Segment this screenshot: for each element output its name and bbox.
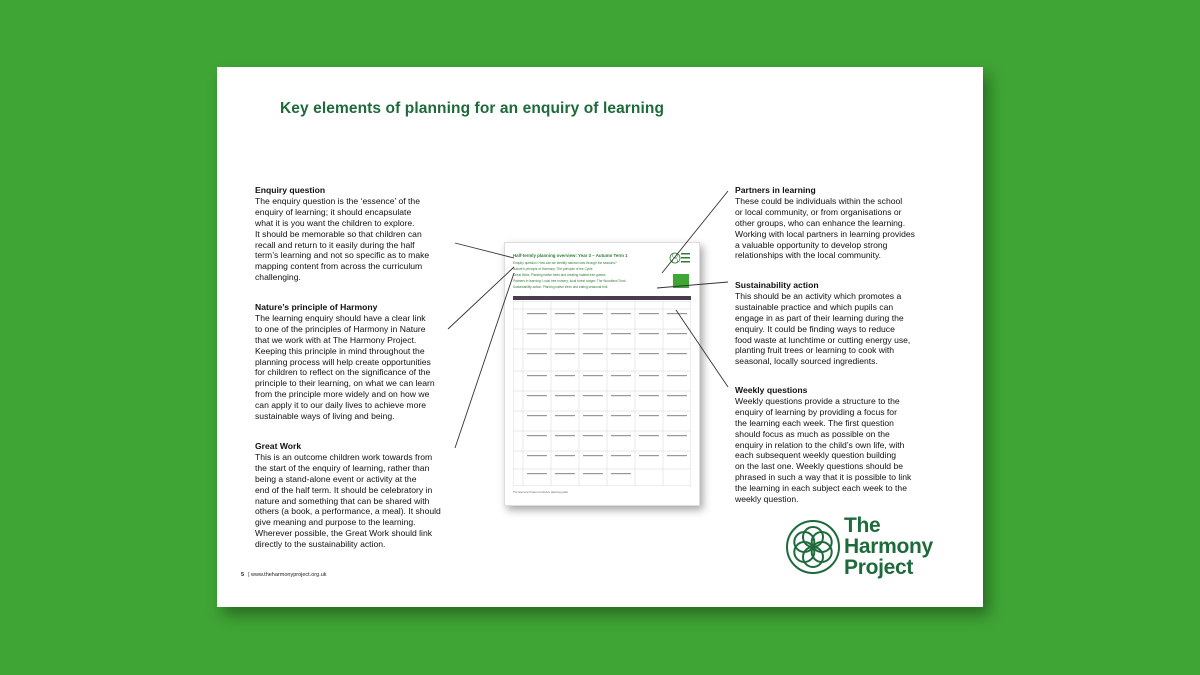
text-line: that we work with at The Harmony Project. <box>255 334 417 345</box>
text-line: or local community, or from organisations or <box>735 206 902 217</box>
text-line: a valuable opportunity to develop strong <box>735 239 888 250</box>
text-line: challenging. <box>255 272 301 283</box>
document-page <box>217 67 983 607</box>
text-line: food waste at lunchtime or cutting energy use, <box>735 334 911 345</box>
thumbnail-line: Nature's principle of Harmony: The principle of the Cycle <box>513 267 593 271</box>
text-line: the learning in each subject each week to the <box>735 483 907 494</box>
text-line: directly to the sustainability action. <box>255 539 386 550</box>
nature-principle-block <box>255 302 470 422</box>
text-line: can apply it to our daily lives to achieve more <box>255 400 427 411</box>
text-line: nature and something that can be shared with <box>255 495 430 506</box>
thumbnail-badge <box>673 274 689 288</box>
text-line: engage in as part of their learning during the <box>735 312 904 323</box>
text-line: the learning each week. The first question <box>735 417 894 428</box>
text-line: planning process will help create opportunities <box>255 356 431 367</box>
thumbnail-line: Partners in learning: Local tree nursery; local forest ranger; The Woodland Trust <box>513 279 626 283</box>
text-line: The learning enquiry should have a clear link <box>255 312 426 323</box>
text-line: from the principle more widely and on how we <box>255 389 430 400</box>
enquiry-question-block <box>255 185 470 283</box>
text-line: mapping content from across the curriculum <box>255 261 423 272</box>
text-line: recall and return to it easily during the half <box>255 239 415 250</box>
text-line: Working with local partners in learning provides <box>735 228 915 239</box>
text-line: sustainable ways of living and being. <box>255 411 395 422</box>
enquiry-question-heading: Enquiry question <box>255 185 326 195</box>
text-line: other groups, who can enhance the learning. <box>735 217 906 228</box>
text-line: others (a book, a performance, a meal). It should <box>255 506 441 517</box>
harmony-project-logo <box>785 515 955 583</box>
great-work-block <box>255 441 470 550</box>
text-line: sustainable practice and which pupils can <box>735 301 894 312</box>
text-line: enquiry of learning; it should encapsulate <box>255 206 412 217</box>
sustainability-block <box>735 280 955 367</box>
logo-line: The <box>844 514 881 537</box>
thumbnail-header-bar <box>513 296 691 300</box>
thumbnail-title: Half-termly planning overview: Year 3 – Autumn Term 1 <box>513 253 628 258</box>
page-number: 5 <box>241 572 245 578</box>
text-line: enquiry. It could be finding ways to reduce <box>735 323 895 334</box>
text-line: seasonal, locally sourced ingredients. <box>735 356 878 367</box>
text-line: principle to their learning, on what we can learn <box>255 378 435 389</box>
text-line: Weekly questions provide a structure to the <box>735 395 900 406</box>
text-line: for children to reflect on the significance of the <box>255 367 431 378</box>
text-line: end of the half term. It should be celebratory in <box>255 484 433 495</box>
sustainability-heading: Sustainability action <box>735 280 819 290</box>
text-line: weekly question. <box>735 494 799 505</box>
logo-line: Project <box>844 556 914 579</box>
great-work-heading: Great Work <box>255 441 302 451</box>
text-line: These could be individuals within the school <box>735 195 903 206</box>
footer-url: | www.theharmonyproject.org.uk <box>248 572 327 578</box>
text-line: should focus as much as possible on the <box>735 428 890 439</box>
text-line: This is an outcome children work towards from <box>255 451 433 462</box>
text-line: on the last one. Weekly questions should be <box>735 461 904 472</box>
text-line: The enquiry question is the ‘essence’ of the <box>255 195 420 206</box>
thumbnail-table <box>513 301 691 486</box>
text-line: It should be memorable so that children can <box>255 228 422 239</box>
text-line: term’s learning and not so specific as to make <box>255 250 430 261</box>
text-line: relationships with the local community. <box>735 250 881 261</box>
text-line: the start of the enquiry of learning, rather than <box>255 462 430 473</box>
thumbnail-logo-icon <box>669 250 691 266</box>
text-line: Keeping this principle in mind throughout the <box>255 345 425 356</box>
thumbnail-line: Great Work: Planting native trees and creating habitat tree guides <box>513 273 606 277</box>
text-line: to one of the principles of Harmony in Nature <box>255 323 426 334</box>
nature-principle-heading: Nature’s principle of Harmony <box>255 302 378 312</box>
logo-wordmark <box>844 515 933 578</box>
weekly-questions-block <box>735 385 955 505</box>
text-line: give meaning and purpose to the learning. <box>255 517 416 528</box>
text-line: phrased in such a way that it is possible to link <box>735 472 912 483</box>
partners-heading: Partners in learning <box>735 185 816 195</box>
partners-block <box>735 185 955 261</box>
logo-line: Harmony <box>844 535 933 558</box>
text-line: being a stand-alone event or activity at the <box>255 473 417 484</box>
thumbnail-footer: The Harmony Project curriculum planning guide <box>513 491 568 494</box>
text-line: each subsequent weekly question building <box>735 450 897 461</box>
text-line: enquiry of learning by providing a focus for <box>735 406 897 417</box>
text-line: enquiry in relation to the child’s own life, with <box>735 439 905 450</box>
text-line: This should be an activity which promotes a <box>735 290 902 301</box>
thumbnail-line: Sustainability action: Planting native trees and eating seasonal fruit <box>513 285 608 289</box>
page-footer <box>241 572 327 578</box>
planning-overview-thumbnail <box>504 242 700 506</box>
weekly-questions-heading: Weekly questions <box>735 385 808 395</box>
text-line: what it is you want the children to explore. <box>255 217 415 228</box>
thumbnail-line: Enquiry question: How can we identify natural rows through the seasons? <box>513 261 617 265</box>
page-title: Key elements of planning for an enquiry of learning <box>280 100 665 117</box>
text-line: planting fruit trees or learning to cook with <box>735 345 895 356</box>
flower-of-life-icon <box>785 519 841 575</box>
text-line: Wherever possible, the Great Work should link <box>255 528 433 539</box>
